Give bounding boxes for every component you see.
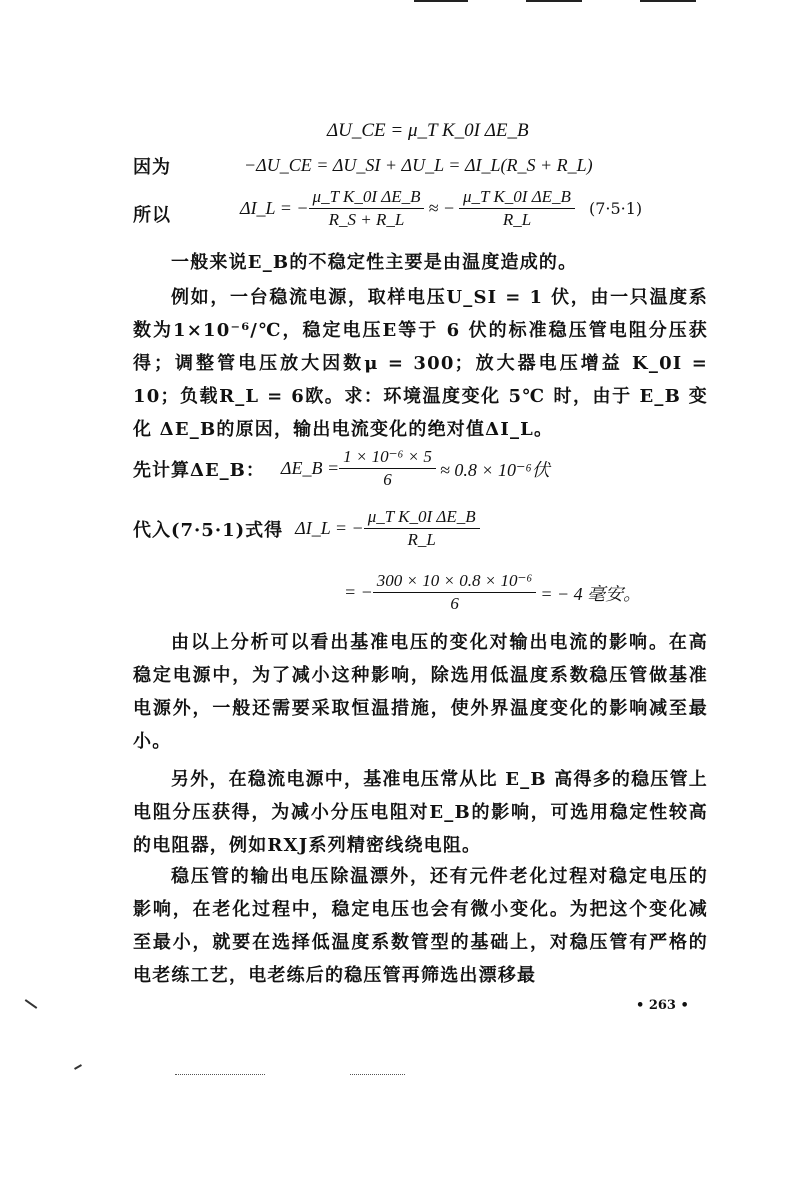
- scan-edge-mark: [414, 0, 468, 2]
- scan-edge-mark: [526, 0, 582, 2]
- scan-artifact: [74, 1064, 82, 1070]
- calc2-fraction: [364, 506, 480, 551]
- eq3-lhs: ΔI_L = −: [240, 198, 309, 218]
- eq3-fraction-2: [459, 186, 575, 231]
- calc3-denominator: 6: [450, 594, 459, 613]
- calc3-fraction: [373, 570, 537, 615]
- calc1-rhs: ≈ 0.8 × 10⁻⁶伏: [439, 459, 550, 480]
- scan-artifact: [350, 1074, 405, 1075]
- calc3-numerator: 300 × 10 × 0.8 × 10⁻⁶: [373, 570, 537, 593]
- paragraph-intro: 一般来说E_B的不稳定性主要是由温度造成的。: [171, 252, 578, 273]
- calc3-lhs: = −: [344, 582, 373, 602]
- therefore-label: 所以: [133, 205, 171, 226]
- calc2-lhs: ΔI_L = −: [295, 518, 364, 538]
- calc3-rhs: = − 4 毫安。: [540, 583, 642, 604]
- equation-2: −ΔU_CE = ΔU_SI + ΔU_L = ΔI_L(R_S + R_L): [244, 155, 593, 175]
- paragraph-aging: 稳压管的输出电压除温漂外，还有元件老化过程对稳定电压的影响，在老化过程中，稳定电压也会有微小变化。为把这个变化减至最小，就要在选择低温度系数管型的基础上，对稳压管有严格的电老练工艺，电老练后的稳压管再筛选出漂移最: [133, 866, 708, 986]
- equation-tag: (7·5·1): [588, 199, 643, 218]
- calculation-step-1: [133, 446, 550, 491]
- scan-artifact: [25, 999, 38, 1009]
- calc2-numerator: μ_T K_0I ΔE_B: [364, 506, 480, 529]
- calc2-label: 代入(7·5·1)式得: [133, 519, 284, 541]
- calc1-label: 先计算ΔE_B：: [133, 459, 265, 481]
- equation-3: [240, 186, 642, 231]
- eq3-denominator-2: R_L: [502, 210, 532, 229]
- eq3-numerator-2: μ_T K_0I ΔE_B: [459, 186, 575, 209]
- calculation-step-3: [344, 570, 641, 615]
- calc1-lhs: ΔE_B =: [280, 458, 340, 478]
- scan-edge-mark: [640, 0, 696, 2]
- paragraph-resistor: 另外，在稳流电源中，基准电压常从比 E_B 高得多的稳压管上电阻分压获得，为减小分压电阻对E_B的影响，可选用稳定性较高的电阻器，例如RXJ系列精密线绕电阻。: [133, 769, 708, 856]
- calc1-denominator: 6: [383, 470, 392, 489]
- calc1-fraction: [339, 446, 436, 491]
- paragraph-example: 例如，一台稳流电源，取样电压U_SI = 1 伏，由一只温度系数为1×10⁻⁶/℃，稳定电压E等于 6 伏的标准稳压管电阻分压获得；调整管电压放大因数μ = 300；放大器电压增益 K_0I = 10；负载R_L = 6欧。求：环境温度变化 5℃ 时，由于 E_B 变化 ΔE_B的原因，输出电流变化的绝对值ΔI_L。: [133, 287, 708, 440]
- eq3-numerator-1: μ_T K_0I ΔE_B: [309, 186, 425, 209]
- eq3-fraction-1: [309, 186, 425, 231]
- calc1-numerator: 1 × 10⁻⁶ × 5: [339, 446, 436, 469]
- equation-1: ΔU_CE = μ_T K_0I ΔE_B: [327, 120, 529, 141]
- eq3-denominator-1: R_S + R_L: [328, 210, 405, 229]
- calc2-denominator: R_L: [407, 530, 436, 549]
- page-number: • 263 •: [636, 998, 689, 1013]
- paragraph-analysis: 由以上分析可以看出基准电压的变化对输出电流的影响。在高稳定电源中，为了减小这种影响，除选用低温度系数稳压管做基准电源外，一般还需要采取恒温措施，使外界温度变化的影响减至最小。: [133, 632, 708, 752]
- calculation-step-2: [133, 506, 480, 551]
- because-label: 因为: [133, 157, 171, 178]
- scan-artifact: [175, 1074, 265, 1075]
- eq3-approx: ≈ −: [428, 198, 456, 218]
